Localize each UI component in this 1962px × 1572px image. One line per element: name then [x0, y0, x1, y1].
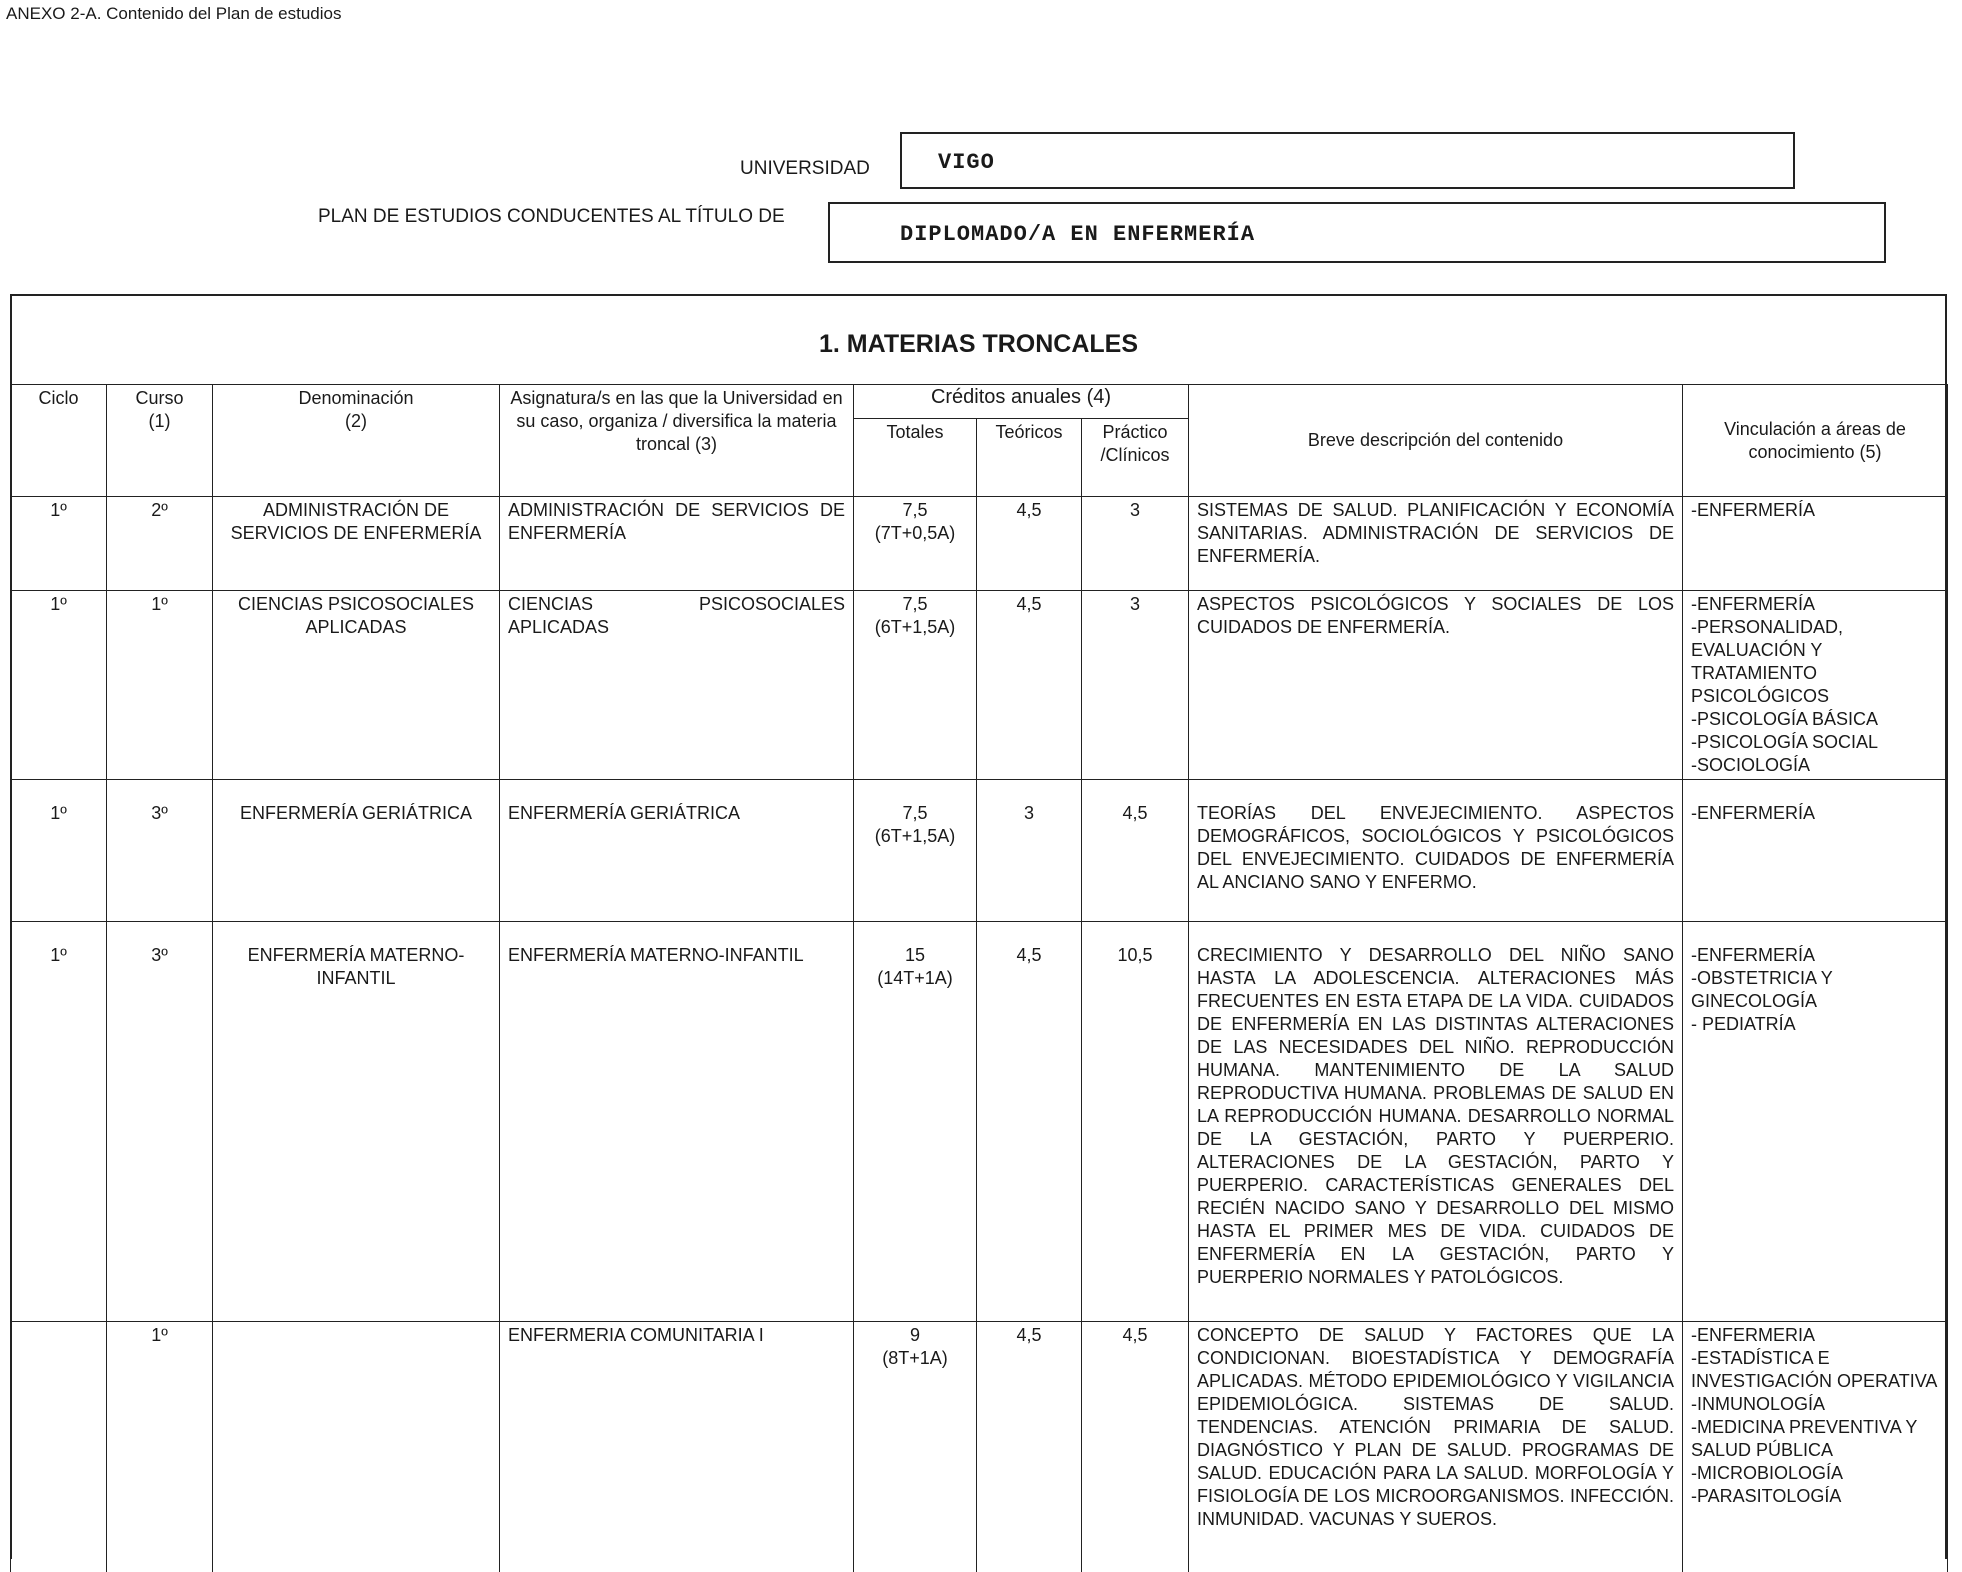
cell-practicos: 4,5 — [1082, 1322, 1189, 1572]
cell-totales: 7,5 (7T+0,5A) — [854, 497, 977, 591]
cell-asignatura: ENFERMERIA COMUNITARIA I — [500, 1322, 854, 1572]
cell-teoricos: 3 — [977, 780, 1082, 922]
cell-practicos: 3 — [1082, 591, 1189, 780]
cell-ciclo: 1º — [11, 922, 107, 1322]
subjects-table — [10, 384, 1948, 1572]
cell-vinculacion: -ENFERMERÍA — [1683, 497, 1948, 591]
cell-vinculacion: -ENFERMERÍA — [1683, 780, 1948, 922]
table-row — [11, 591, 1948, 780]
cell-vinculacion: -ENFERMERÍA -OBSTETRICIA Y GINECOLOGÍA - PEDIATRÍA — [1683, 922, 1948, 1322]
cell-curso: 2º — [107, 497, 213, 591]
cell-totales: 7,5 (6T+1,5A) — [854, 780, 977, 922]
cell-vinculacion: -ENFERMERIA -ESTADÍSTICA E INVESTIGACIÓN OPERATIVA -INMUNOLOGÍA -MEDICINA PREVENTIVA Y SALUD PÚBLICA -MICROBIOLOGÍA -PARASITOLOGÍA — [1683, 1322, 1948, 1572]
cell-asignatura: ENFERMERÍA MATERNO-INFANTIL — [500, 922, 854, 1322]
cell-curso: 1º — [107, 1322, 213, 1572]
cell-teoricos: 4,5 — [977, 591, 1082, 780]
cell-denominacion — [213, 1322, 500, 1572]
cell-asignatura: ADMINISTRACIÓN DE SERVICIOS DE ENFERMERÍA — [500, 497, 854, 591]
cell-teoricos: 4,5 — [977, 922, 1082, 1322]
cell-denominacion: ENFERMERÍA GERIÁTRICA — [213, 780, 500, 922]
col-practicos: Práctico /Clínicos — [1082, 419, 1189, 497]
plan-value: DIPLOMADO/A EN ENFERMERÍA — [900, 222, 1256, 247]
table-row — [11, 497, 1948, 591]
cell-asignatura: CIENCIAS PSICOSOCIALES APLICADAS — [500, 591, 854, 780]
university-label: UNIVERSIDAD — [740, 158, 870, 179]
cell-curso: 3º — [107, 780, 213, 922]
table-row — [11, 1322, 1948, 1572]
col-ciclo: Ciclo — [11, 385, 107, 497]
cell-totales: 15 (14T+1A) — [854, 922, 977, 1322]
plan-box — [828, 202, 1886, 263]
cell-ciclo: 1º — [11, 497, 107, 591]
cell-totales: 9 (8T+1A) — [854, 1322, 977, 1572]
cell-descripcion: CRECIMIENTO Y DESARROLLO DEL NIÑO SANO HASTA LA ADOLESCENCIA. ALTERACIONES MÁS FRECUENTES EN ESTA ETAPA DE LA VIDA. CUIDADOS DE ENFERMERÍA EN LAS DISTINTAS ALTERACIONES DE LAS NECESIDADES DEL NIÑO. REPRODUCCIÓN HUMANA. MANTENIMIENTO DE LA SALUD REPRODUCTIVA HUMANA. PROBLEMAS DE SALUD EN LA REPRODUCCIÓN HUMANA. DESARROLLO NORMAL DE LA GESTACIÓN, PARTO Y PUERPERIO. ALTERACIONES DE LA GESTACIÓN, PARTO Y PUERPERIO. CARACTERÍSTICAS GENERALES DEL RECIÉN NACIDO SANO Y DESARROLLO DEL MISMO HASTA EL PRIMER MES DE VIDA. CUIDADOS DE ENFERMERÍA EN LA GESTACIÓN, PARTO Y PUERPERIO NORMALES Y PATOLÓGICOS. — [1189, 922, 1683, 1322]
cell-denominacion: CIENCIAS PSICOSOCIALES APLICADAS — [213, 591, 500, 780]
cell-ciclo: 1º — [11, 780, 107, 922]
col-descripcion: Breve descripción del contenido — [1189, 385, 1683, 497]
cell-ciclo — [11, 1322, 107, 1572]
cell-vinculacion: -ENFERMERÍA -PERSONALIDAD, EVALUACIÓN Y TRATAMIENTO PSICOLÓGICOS -PSICOLOGÍA BÁSICA -PSICOLOGÍA SOCIAL -SOCIOLOGÍA — [1683, 591, 1948, 780]
cell-curso: 1º — [107, 591, 213, 780]
cell-descripcion: SISTEMAS DE SALUD. PLANIFICACIÓN Y ECONOMÍA SANITARIAS. ADMINISTRACIÓN DE SERVICIOS DE ENFERMERÍA. — [1189, 497, 1683, 591]
col-vinculacion: Vinculación a áreas de conocimiento (5) — [1683, 385, 1948, 497]
col-creditos: Créditos anuales (4) — [854, 385, 1189, 419]
col-curso: Curso (1) — [107, 385, 213, 497]
university-box — [900, 132, 1795, 189]
cell-asignatura: ENFERMERÍA GERIÁTRICA — [500, 780, 854, 922]
cell-descripcion: CONCEPTO DE SALUD Y FACTORES QUE LA CONDICIONAN. BIOESTADÍSTICA Y DEMOGRAFÍA APLICADAS. MÉTODO EPIDEMIOLÓGICO Y VIGILANCIA EPIDEMIOLÓGICA. SISTEMAS DE SALUD. TENDENCIAS. ATENCIÓN PRIMARIA DE SALUD. DIAGNÓSTICO Y PLAN DE SALUD. PROGRAMAS DE SALUD. EDUCACIÓN PARA LA SALUD. MORFOLOGÍA Y FISIOLOGÍA DE LOS MICROORGANISMOS. INFECCIÓN. INMUNIDAD. VACUNAS Y SUEROS. — [1189, 1322, 1683, 1572]
cell-totales: 7,5 (6T+1,5A) — [854, 591, 977, 780]
cell-descripcion: TEORÍAS DEL ENVEJECIMIENTO. ASPECTOS DEMOGRÁFICOS, SOCIOLÓGICOS Y PSICOLÓGICOS DEL ENVEJECIMIENTO. CUIDADOS DE ENFERMERÍA AL ANCIANO SANO Y ENFERMO. — [1189, 780, 1683, 922]
university-value: VIGO — [938, 150, 995, 175]
annex-title: ANEXO 2-A. Contenido del Plan de estudios — [6, 4, 342, 23]
cell-denominacion: ADMINISTRACIÓN DE SERVICIOS DE ENFERMERÍA — [213, 497, 500, 591]
plan-label: PLAN DE ESTUDIOS CONDUCENTES AL TÍTULO DE — [318, 206, 785, 227]
cell-practicos: 3 — [1082, 497, 1189, 591]
cell-curso: 3º — [107, 922, 213, 1322]
cell-descripcion: ASPECTOS PSICOLÓGICOS Y SOCIALES DE LOS CUIDADOS DE ENFERMERÍA. — [1189, 591, 1683, 780]
col-teoricos: Teóricos — [977, 419, 1082, 497]
col-totales: Totales — [854, 419, 977, 497]
col-asignaturas: Asignatura/s en las que la Universidad en su caso, organiza / diversifica la materia troncal (3) — [500, 385, 854, 497]
section-title: 1. MATERIAS TRONCALES — [819, 330, 1138, 358]
table-row — [11, 780, 1948, 922]
cell-denominacion: ENFERMERÍA MATERNO-INFANTIL — [213, 922, 500, 1322]
cell-teoricos: 4,5 — [977, 497, 1082, 591]
cell-ciclo: 1º — [11, 591, 107, 780]
cell-practicos: 10,5 — [1082, 922, 1189, 1322]
col-denominacion: Denominación (2) — [213, 385, 500, 497]
cell-teoricos: 4,5 — [977, 1322, 1082, 1572]
cell-practicos: 4,5 — [1082, 780, 1189, 922]
table-row — [11, 922, 1948, 1322]
